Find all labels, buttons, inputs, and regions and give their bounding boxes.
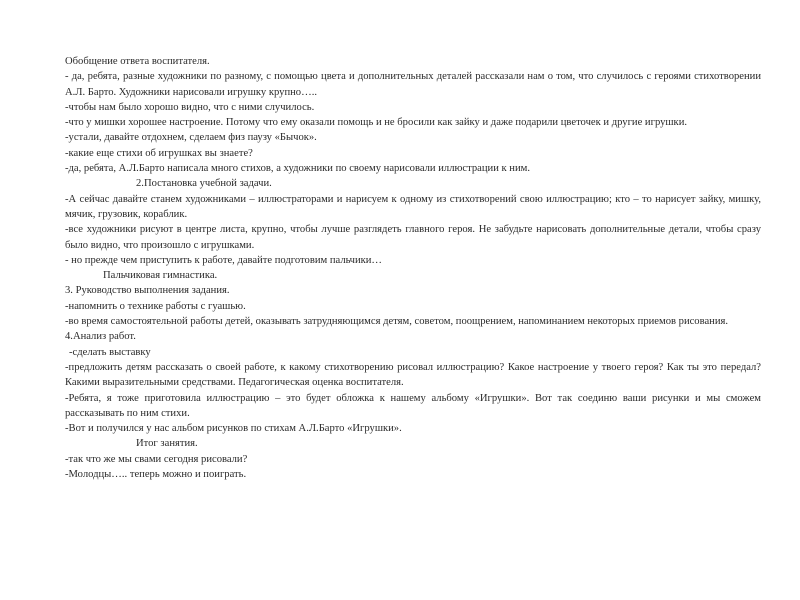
paragraph: -так что же мы свами сегодня рисовали?	[65, 453, 248, 465]
section-heading: Пальчиковая гимнастика.	[103, 270, 218, 282]
document-page	[65, 54, 761, 482]
paragraph: -Ребята, я тоже приготовила иллюстрацию – это будет обложка к нашему альбому «Игрушки». Вот так соединю ваши рисунки и мы сможем рассказывать по ним стихи.	[65, 392, 761, 419]
paragraph: -какие еще стихи об игрушках вы знаете?	[65, 147, 253, 159]
paragraph: -да, ребята, А.Л.Барто написала много стихов, а художники по своему нарисовали иллюстрации к ним.	[65, 163, 531, 175]
paragraph: -Вот и получился у нас альбом рисунков по стихам А.Л.Барто «Игрушки».	[65, 423, 402, 435]
paragraph: - да, ребята, разные художники по разному, с помощью цвета и дополнительных деталей рассказали нам о том, что случилось с героями стихотворении А.Л. Барто. Художники нарисовали игрушку крупно…..	[65, 71, 761, 98]
section-heading: 3. Руководство выполнения задания.	[65, 285, 230, 297]
paragraph: - но прежде чем приступить к работе, давайте подготовим пальчики…	[65, 254, 383, 266]
section-heading: 4.Анализ работ.	[65, 331, 136, 343]
section-heading: 2.Постановка учебной задачи.	[136, 178, 272, 190]
paragraph: -Молодцы….. теперь можно и поиграть.	[65, 469, 247, 481]
paragraph: -чтобы нам было хорошо видно, что с ними случилось.	[65, 101, 315, 113]
paragraph: -напомнить о технике работы с гуашью.	[65, 300, 246, 312]
paragraph: -все художники рисуют в центре листа, крупно, чтобы лучше разглядеть главного героя. Не забудьте нарисовать дополнительные детали, чтобы сразу было видно, что произошло с игрушками.	[65, 224, 761, 251]
paragraph: -предложить детям рассказать о своей работе, к какому стихотворению рисовал иллюстрацию? Какое настроение у твоего героя? Как ты это передал? Какими выразительными средствами. Педагогическая оценка воспитателя.	[65, 361, 761, 389]
summary-heading: Обобщение ответа воспитателя.	[65, 56, 210, 67]
paragraph: -устали, давайте отдохнем, сделаем физ паузу «Бычок».	[65, 132, 317, 144]
paragraph: -во время самостоятельной работы детей, оказывать затрудняющимся детям, советом, поощрением, напоминанием некоторых приемов рисования.	[65, 316, 729, 328]
paragraph: -сделать выставку	[69, 346, 151, 358]
section-heading: Итог занятия.	[136, 438, 198, 450]
paragraph: -А сейчас давайте станем художниками – иллюстраторами и нарисуем к одному из стихотворений свою иллюстрацию; кто – то нарисует зайку, мишку, мячик, грузовик, кораблик.	[65, 193, 761, 220]
paragraph: -что у мишки хорошее настроение. Потому что ему оказали помощь и не бросили как зайку и даже подарили цветочек и другие игрушки.	[65, 117, 688, 129]
